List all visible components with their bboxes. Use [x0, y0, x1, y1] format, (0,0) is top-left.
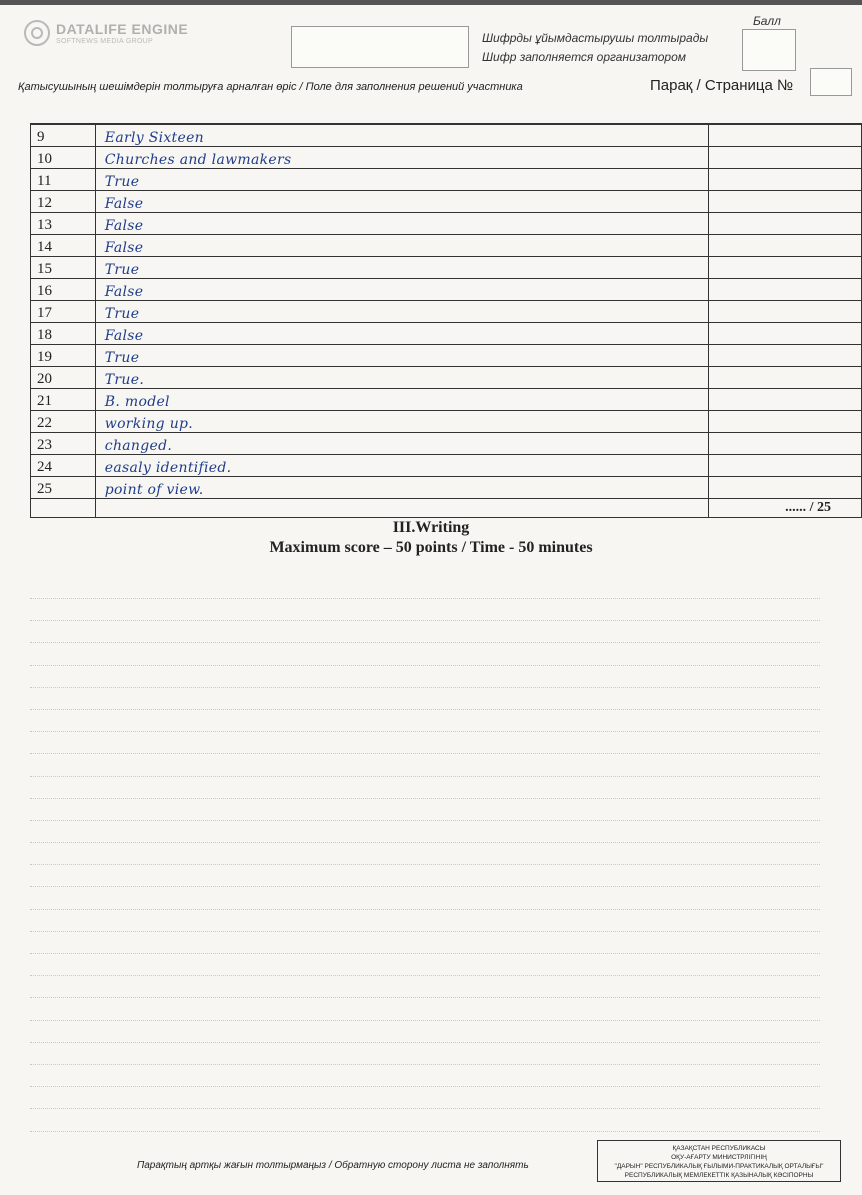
writing-line	[30, 709, 820, 710]
writing-line	[30, 931, 820, 932]
answer-cell[interactable]: True	[95, 169, 709, 191]
question-number: 22	[31, 411, 96, 433]
writing-line	[30, 642, 820, 643]
score-cell[interactable]	[709, 477, 862, 499]
answer-cell[interactable]: True	[95, 301, 709, 323]
logo-title: DATALIFE ENGINE	[56, 20, 189, 37]
answer-row	[31, 345, 862, 367]
question-number: 13	[31, 213, 96, 235]
footer-note: Парақтың артқы жағын толтырмаңыз / Обратную сторону листа не заполнять	[137, 1160, 529, 1171]
writing-line	[30, 753, 820, 754]
answer-cell[interactable]: False	[95, 323, 709, 345]
field-caption: Қатысушының шешімдерін толтыруға арналған өріс / Поле для заполнения решений участника	[18, 81, 523, 93]
score-cell[interactable]	[709, 323, 862, 345]
writing-line	[30, 1064, 820, 1065]
answer-cell[interactable]: Churches and lawmakers	[95, 147, 709, 169]
score-label: Балл	[753, 14, 781, 28]
answer-row	[31, 477, 862, 499]
writing-line	[30, 598, 820, 599]
score-cell[interactable]	[709, 279, 862, 301]
writing-line	[30, 909, 820, 910]
score-cell[interactable]	[709, 169, 862, 191]
answer-cell[interactable]: changed.	[95, 433, 709, 455]
cipher-caption-ru: Шифр заполняется организатором	[482, 50, 686, 64]
answer-row	[31, 323, 862, 345]
answer-cell[interactable]: False	[95, 279, 709, 301]
stamp-line: РЕСПУБЛИКАЛЫҚ МЕМЛЕКЕТТІК ҚАЗЫНАЛЫҚ КӘСІПОРНЫ	[624, 1172, 814, 1179]
writing-line	[30, 1020, 820, 1021]
writing-line	[30, 953, 820, 954]
answer-row	[31, 213, 862, 235]
stamp-line: "ДАРЫН" РЕСПУБЛИКАЛЫҚ ҒЫЛЫМИ-ПРАКТИКАЛЫҚ ОРТАЛЫҒЫ"	[614, 1163, 824, 1170]
score-cell[interactable]	[709, 257, 862, 279]
question-number: 19	[31, 345, 96, 367]
score-cell[interactable]	[709, 301, 862, 323]
answer-row	[31, 411, 862, 433]
answer-row	[31, 279, 862, 301]
writing-line	[30, 620, 820, 621]
question-number: 12	[31, 191, 96, 213]
answer-row	[31, 455, 862, 477]
answer-row	[31, 301, 862, 323]
score-cell[interactable]	[709, 433, 862, 455]
score-cell[interactable]	[709, 455, 862, 477]
answer-row	[31, 147, 862, 169]
writing-line	[30, 687, 820, 688]
writing-line	[30, 997, 820, 998]
stamp-line: ҚАЗАҚСТАН РЕСПУБЛИКАСЫ	[672, 1145, 766, 1152]
answer-cell[interactable]: easaly identified.	[95, 455, 709, 477]
score-cell[interactable]	[709, 411, 862, 433]
score-cell[interactable]	[709, 147, 862, 169]
question-number: 11	[31, 169, 96, 191]
question-number: 17	[31, 301, 96, 323]
writing-line	[30, 1086, 820, 1087]
top-edge-line	[0, 0, 862, 5]
question-number: 14	[31, 235, 96, 257]
writing-line	[30, 776, 820, 777]
writing-line	[30, 886, 820, 887]
total-empty-cell	[95, 499, 709, 518]
answer-cell[interactable]: Early Sixteen	[95, 124, 709, 147]
score-cell[interactable]	[709, 367, 862, 389]
writing-line	[30, 731, 820, 732]
answer-row	[31, 433, 862, 455]
page-number-field[interactable]	[810, 68, 852, 96]
score-cell[interactable]	[709, 235, 862, 257]
cipher-caption-kz: Шифрды ұйымдастырушы толтырады	[482, 31, 709, 45]
score-field[interactable]	[742, 29, 796, 71]
writing-line	[30, 975, 820, 976]
page-number-label: Парақ / Страница №	[650, 77, 794, 94]
writing-line	[30, 820, 820, 821]
total-score: ...... / 25	[709, 499, 862, 518]
writing-line	[30, 864, 820, 865]
question-number: 20	[31, 367, 96, 389]
answer-cell[interactable]: point of view.	[95, 477, 709, 499]
stamp-line: ОҚУ-АҒАРТУ МИНИСТРЛІГІНІҢ	[671, 1154, 767, 1161]
answer-cell[interactable]: True.	[95, 367, 709, 389]
score-cell[interactable]	[709, 213, 862, 235]
writing-line	[30, 1131, 820, 1132]
question-number: 23	[31, 433, 96, 455]
answer-row	[31, 257, 862, 279]
answer-row	[31, 124, 862, 147]
cipher-field[interactable]	[291, 26, 469, 68]
score-cell[interactable]	[709, 345, 862, 367]
answer-cell[interactable]: True	[95, 345, 709, 367]
question-number: 21	[31, 389, 96, 411]
section-title: III.Writing	[392, 519, 470, 536]
answer-cell[interactable]: True	[95, 257, 709, 279]
total-row	[31, 499, 862, 518]
watermark-logo	[24, 20, 188, 46]
question-number: 10	[31, 147, 96, 169]
answer-row	[31, 191, 862, 213]
organization-stamp	[597, 1140, 841, 1182]
answer-cell[interactable]: False	[95, 235, 709, 257]
writing-line	[30, 1108, 820, 1109]
answer-cell[interactable]: working up.	[95, 411, 709, 433]
answer-row	[31, 389, 862, 411]
answers-table	[30, 123, 862, 518]
question-number: 16	[31, 279, 96, 301]
score-cell[interactable]	[709, 124, 862, 147]
question-number: 24	[31, 455, 96, 477]
writing-line	[30, 842, 820, 843]
answer-cell[interactable]: B. model	[95, 389, 709, 411]
answer-row	[31, 235, 862, 257]
score-cell[interactable]	[709, 191, 862, 213]
answer-row	[31, 169, 862, 191]
answer-row	[31, 367, 862, 389]
writing-line	[30, 798, 820, 799]
logo-icon	[24, 20, 50, 46]
question-number: 9	[31, 124, 96, 147]
total-empty-cell	[31, 499, 96, 518]
score-cell[interactable]	[709, 389, 862, 411]
writing-line	[30, 665, 820, 666]
writing-area[interactable]	[30, 598, 820, 1153]
logo-subtitle: SOFTNEWS MEDIA GROUP	[56, 37, 154, 45]
writing-line	[30, 1042, 820, 1043]
question-number: 18	[31, 323, 96, 345]
question-number: 25	[31, 477, 96, 499]
answer-cell[interactable]: False	[95, 213, 709, 235]
section-subtitle: Maximum score – 50 points / Time - 50 minutes	[269, 539, 593, 556]
answer-cell[interactable]: False	[95, 191, 709, 213]
question-number: 15	[31, 257, 96, 279]
